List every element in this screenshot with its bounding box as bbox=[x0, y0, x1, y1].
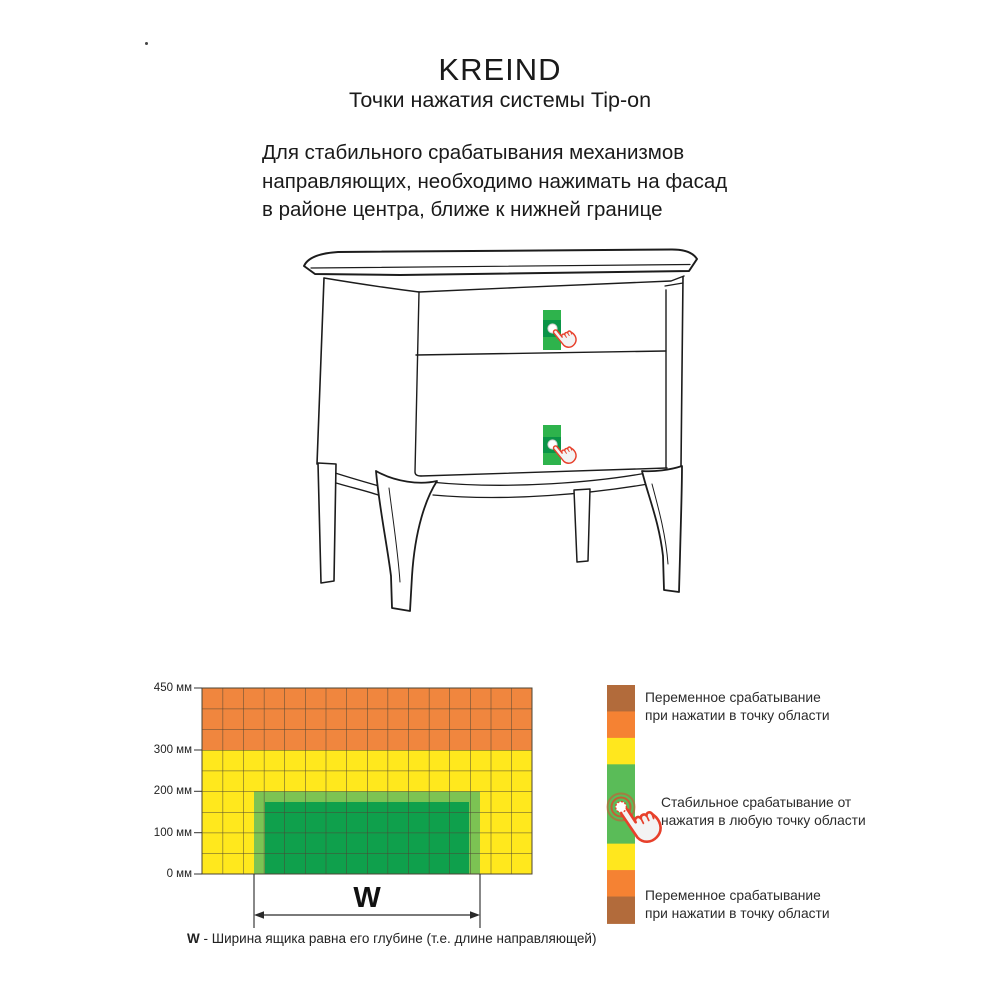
front-bottom-edge bbox=[421, 468, 667, 476]
legend-segment bbox=[607, 685, 635, 712]
description-line: направляющих, необходимо нажимать на фасад bbox=[262, 169, 728, 193]
legend-segment bbox=[607, 711, 635, 738]
axis-tick-label: 0 мм bbox=[166, 868, 192, 880]
description bbox=[262, 139, 727, 225]
legend-segment bbox=[607, 897, 635, 924]
drawer-divider bbox=[416, 351, 666, 355]
press-point-marker-top bbox=[543, 310, 579, 350]
front-left-leg bbox=[376, 471, 437, 611]
front-right-leg bbox=[642, 466, 682, 592]
back-left-leg bbox=[318, 463, 336, 583]
right-edge bbox=[681, 277, 683, 466]
axis-ticks bbox=[194, 688, 202, 874]
axis-tick-label: 300 мм bbox=[153, 744, 192, 756]
left-edge bbox=[317, 278, 324, 464]
grid-overlay bbox=[202, 688, 532, 874]
axis-tick-label: 200 мм bbox=[153, 785, 192, 797]
axis-tick-label: 450 мм bbox=[153, 682, 192, 694]
caption-w: W bbox=[187, 931, 200, 946]
press-point-marker-bottom bbox=[543, 425, 579, 466]
legend-segment bbox=[607, 870, 635, 897]
legend-segment bbox=[607, 738, 635, 765]
cabinet-top bbox=[304, 250, 697, 276]
legend-item-stable: Стабильное срабатывание от нажатия в любую точку области bbox=[661, 795, 866, 828]
legend-item-variable-bottom: Переменное срабатывание при нажатии в точку области bbox=[645, 888, 830, 921]
caption-text: - Ширина ящика равна его глубине (т.е. длине направляющей) bbox=[199, 931, 597, 946]
description-line: Для стабильного срабатывания механизмов bbox=[262, 141, 685, 164]
width-dimension-label: W bbox=[353, 882, 381, 914]
axis-tick-label: 100 мм bbox=[153, 827, 192, 839]
side-front-divider bbox=[415, 292, 421, 476]
stray-dot bbox=[145, 42, 148, 45]
page-title: KREIND bbox=[438, 52, 562, 87]
cabinet-body bbox=[304, 250, 697, 612]
chart-caption bbox=[187, 931, 596, 946]
description-line: в районе центра, ближе к нижней границе bbox=[262, 198, 663, 221]
legend-item-variable-top: Переменное срабатывание при нажатии в точку области bbox=[645, 690, 830, 723]
page-subtitle: Точки нажатия системы Tip-on bbox=[348, 88, 652, 112]
press-ripple-center bbox=[616, 802, 627, 813]
nightstand-drawing bbox=[280, 244, 720, 630]
back-right-leg bbox=[574, 489, 590, 562]
